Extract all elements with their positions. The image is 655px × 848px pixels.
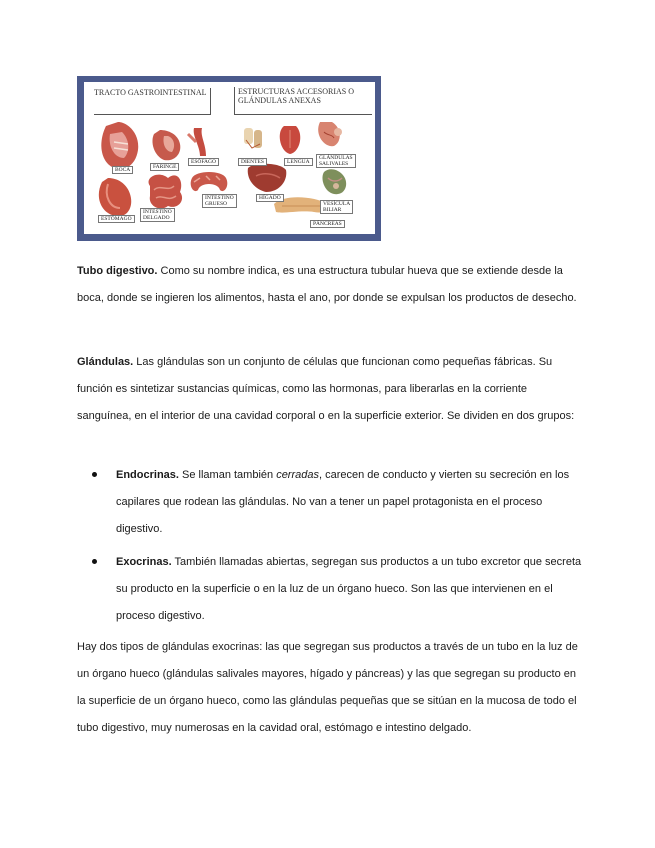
paragraph-tubo-digestivo <box>77 258 582 312</box>
list-item-text: También llamadas abiertas, segregan sus productos a un tubo excretor que secreta su producto en la superficie o en la luz de un órgano hueco. Son las que intervienen en el proceso digestivo. <box>116 556 582 622</box>
label-dientes: DIENTES <box>238 158 267 166</box>
digestive-system-figure <box>77 76 381 241</box>
list-item-exocrinas <box>116 549 586 630</box>
figure-header-accessory: ESTRUCTURAS ACCESORIAS O GLÁNDULAS ANEXAS <box>234 87 372 115</box>
list-item-endocrinas <box>116 462 586 543</box>
paragraph-text: Como su nombre indica, es una estructura tubular hueva que se extiende desde la boca, donde se ingieren los alimentos, hasta el ano, por donde se expulsan los productos de desecho. <box>77 265 577 304</box>
stomach-illustration <box>99 178 131 216</box>
label-glandulas-salivales: GLÁNDULAS SALIVALES <box>316 154 356 168</box>
gallbladder-illustration <box>322 169 346 194</box>
label-vesicula-biliar: VESÍCULA BILIAR <box>320 200 353 214</box>
small-intestine-illustration <box>149 175 183 209</box>
label-estomago: ESTÓMAGO <box>98 215 135 223</box>
paragraph-text: Hay dos tipos de glándulas exocrinas: las que segregan sus productos a través de un tubo en la luz de un órgano hueco (glándulas salivales mayores, hígado y páncreas) y las que segregan su producto en la superficie de un órgano hueco, como las glándulas pequeñas que se sitúan en la mucosa de todo el tubo digestivo, muy numerosas en la cavidad oral, estómago e intestino delgado. <box>77 641 578 734</box>
esophagus-illustration <box>188 128 206 156</box>
label-faringe: FARINGE <box>150 163 179 171</box>
label-boca: BOCA <box>112 166 133 174</box>
pharynx-illustration <box>152 130 180 160</box>
paragraph-tipos-exocrinas <box>77 634 582 742</box>
bullet-marker <box>92 472 97 477</box>
large-intestine-illustration <box>191 172 228 191</box>
term-endocrinas: Endocrinas. <box>116 469 179 481</box>
label-intestino-grueso: INTESTINO GRUESO <box>202 194 237 208</box>
term-tubo-digestivo: Tubo digestivo. <box>77 265 158 277</box>
figure-canvas <box>84 82 375 234</box>
label-lengua: LENGUA <box>284 158 313 166</box>
list-item-text: , carecen de conducto y vierten su secreción en los capilares que rodean las glándulas. No van a tener un papel protagonista en el proceso digestivo. <box>116 469 570 535</box>
label-pancreas: PÁNCREAS <box>310 220 345 228</box>
mouth-illustration <box>101 122 138 169</box>
label-higado: HÍGADO <box>256 194 284 202</box>
term-glandulas: Glándulas. <box>77 356 134 368</box>
list-item-text: Se llaman también <box>178 469 277 481</box>
salivary-glands-illustration <box>318 122 342 146</box>
figure-header-tract: TRACTO GASTROINTESTINAL <box>94 88 211 115</box>
liver-illustration <box>248 164 287 192</box>
label-esofago: ESÓFAGO <box>188 158 219 166</box>
label-intestino-delgado: INTESTINO DELGADO <box>140 208 175 222</box>
teeth-illustration <box>244 128 262 148</box>
paragraph-glandulas <box>77 349 582 430</box>
term-cerradas: cerradas <box>276 469 319 481</box>
bullet-marker <box>92 559 97 564</box>
paragraph-text: Las glándulas son un conjunto de células que funcionan como pequeñas fábricas. Su función es sintetizar sustancias químicas, como las hormonas, para liberarlas en la corriente sanguínea, en el interior de una cavidad corporal o en la superficie exterior. Se dividen en dos grupos: <box>77 356 575 422</box>
term-exocrinas: Exocrinas. <box>116 556 172 568</box>
tongue-illustration <box>280 126 301 154</box>
